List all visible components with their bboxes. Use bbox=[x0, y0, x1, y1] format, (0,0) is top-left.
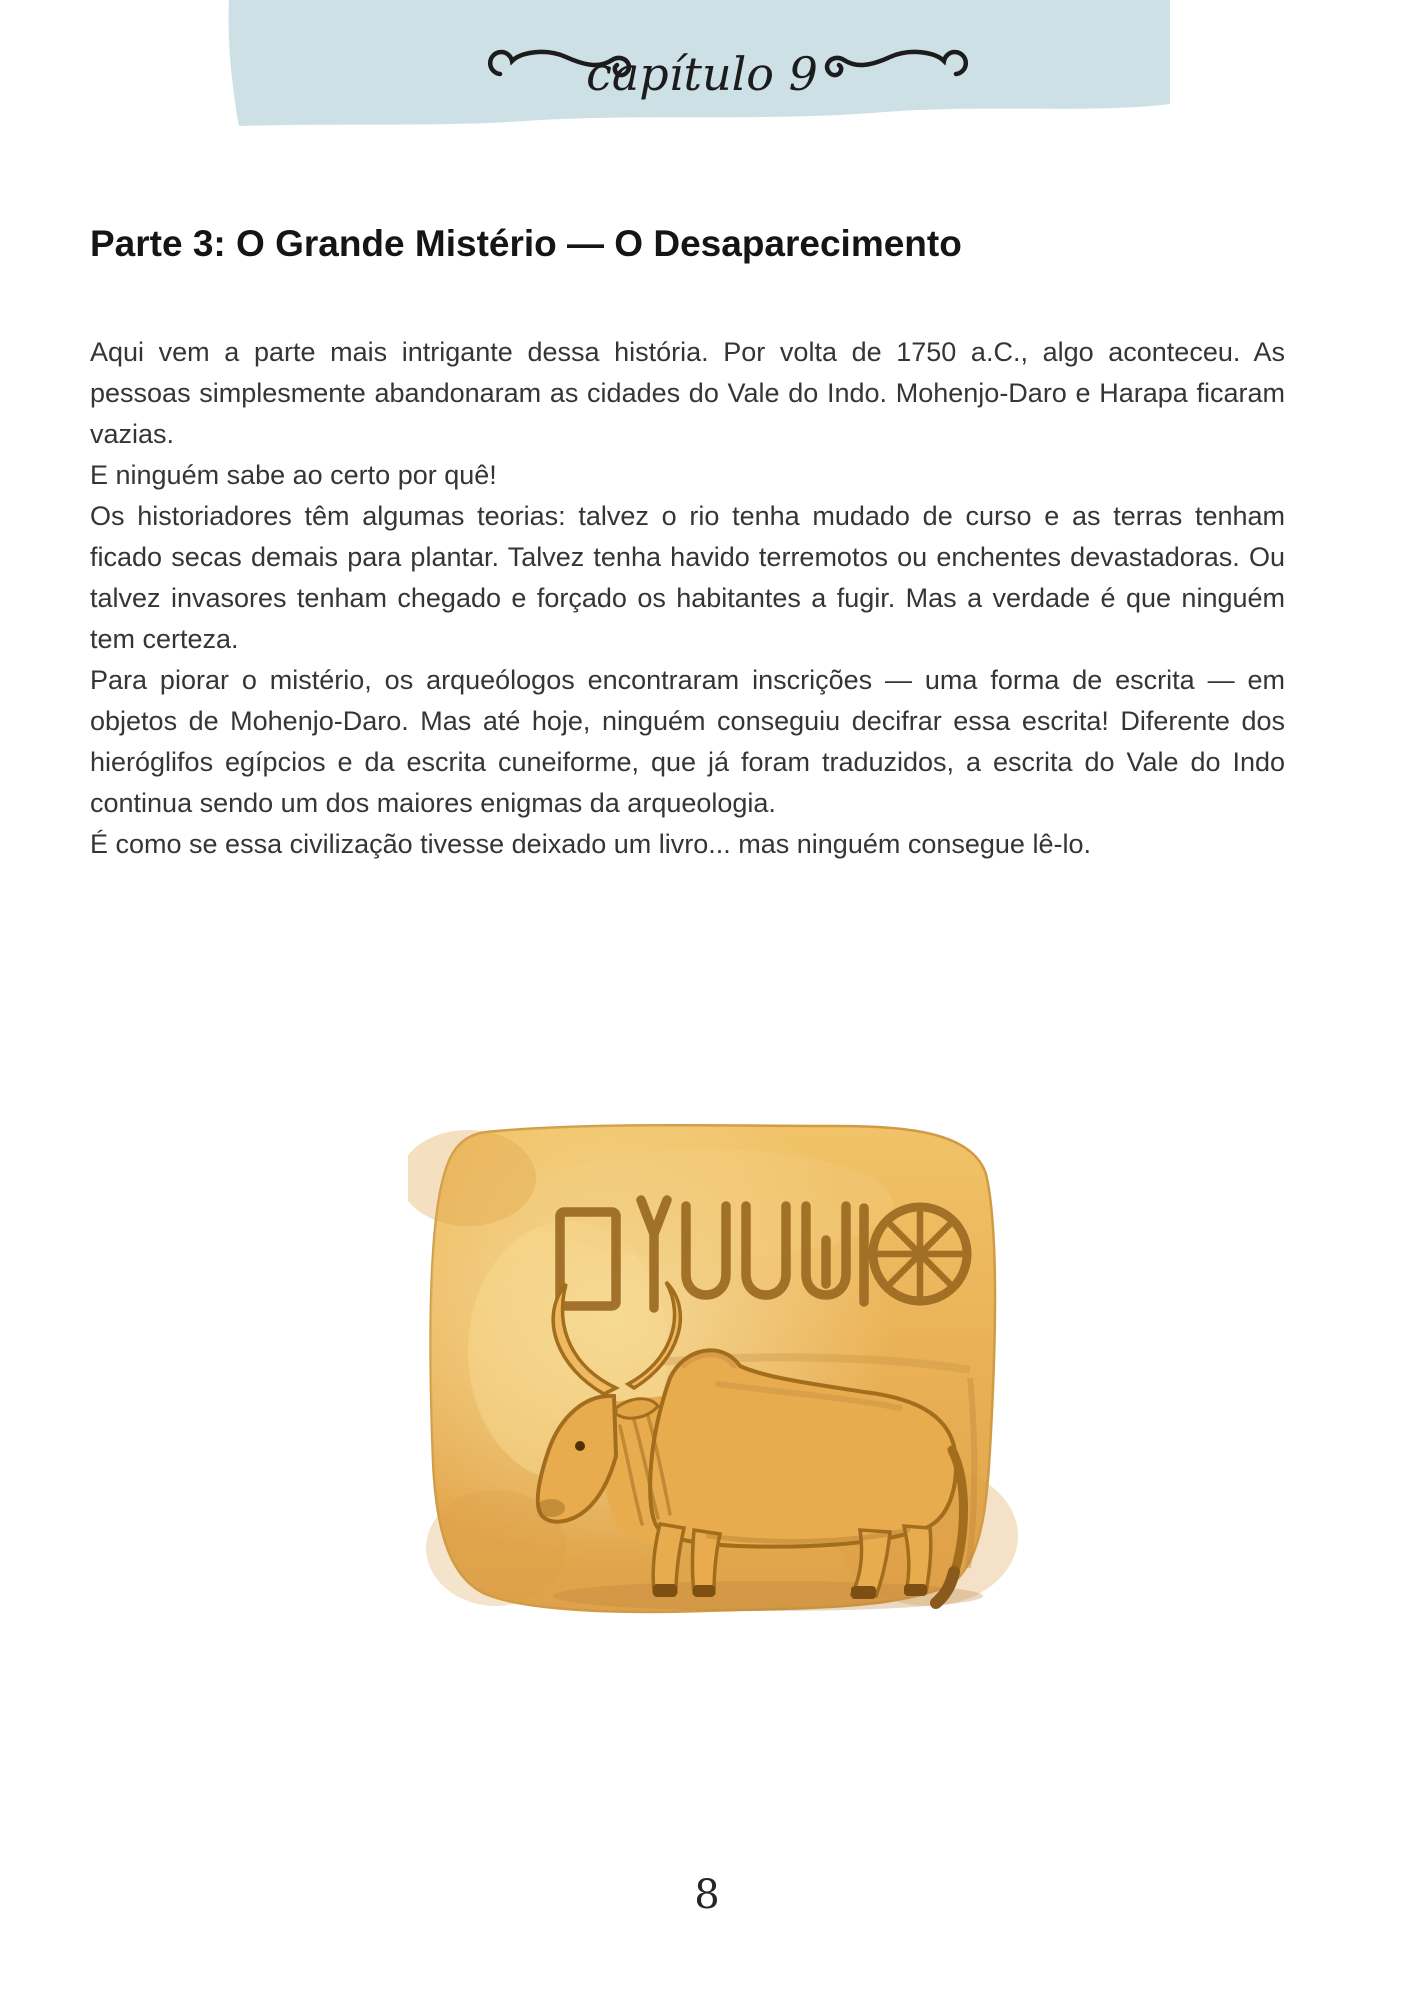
bull-hoof bbox=[904, 1584, 927, 1596]
paragraph: É como se essa civilização tivesse deixado um livro... mas ninguém consegue lê-lo. bbox=[90, 829, 1091, 860]
body-text bbox=[90, 332, 1285, 865]
paragraph: E ninguém sabe ao certo por quê! bbox=[90, 460, 497, 491]
bull-eye bbox=[575, 1441, 585, 1451]
indus-seal-illustration bbox=[408, 1116, 1018, 1628]
bull-hoof bbox=[851, 1586, 876, 1599]
paragraph: Para piorar o mistério, os arqueólogos encontraram inscrições — uma forma de escrita — em objetos de Mohenjo-Daro. Mas até hoje, ninguém conseguiu decifrar essa escrita! Diferente dos hieróglifos egípcios e da escrita cuneiforme, que já foram traduzidos, a escrita do Vale do Indo continua sendo um dos maiores enigmas da arqueologia. bbox=[90, 665, 1285, 819]
chapter-label: capítulo 9 bbox=[586, 47, 818, 101]
paragraph: Os historiadores têm algumas teorias: talvez o rio tenha mudado de curso e as terras tenham ficado secas demais para plantar. Talvez tenha havido terremotos ou enchentes devastadoras. Ou talvez invasores tenham chegado e forçado os habitantes a fugir. Mas a verdade é que ninguém tem certeza. bbox=[90, 501, 1285, 655]
bull-hoof bbox=[693, 1585, 715, 1597]
glyph-wheel bbox=[873, 1207, 967, 1301]
paragraph: Aqui vem a parte mais intrigante dessa história. Por volta de 1750 a.C., algo aconteceu. As pessoas simplesmente abandonaram as cidades do Vale do Indo. Mohenjo-Daro e Harapa ficaram vazias. bbox=[90, 337, 1285, 450]
page-number: 8 bbox=[694, 1872, 720, 1918]
bull-hoof bbox=[653, 1584, 677, 1597]
bull-muzzle bbox=[537, 1499, 565, 1517]
section-title: Parte 3: O Grande Mistério — O Desaparecimento bbox=[90, 223, 962, 264]
article bbox=[0, 0, 1414, 865]
bull-leg bbox=[904, 1526, 931, 1592]
